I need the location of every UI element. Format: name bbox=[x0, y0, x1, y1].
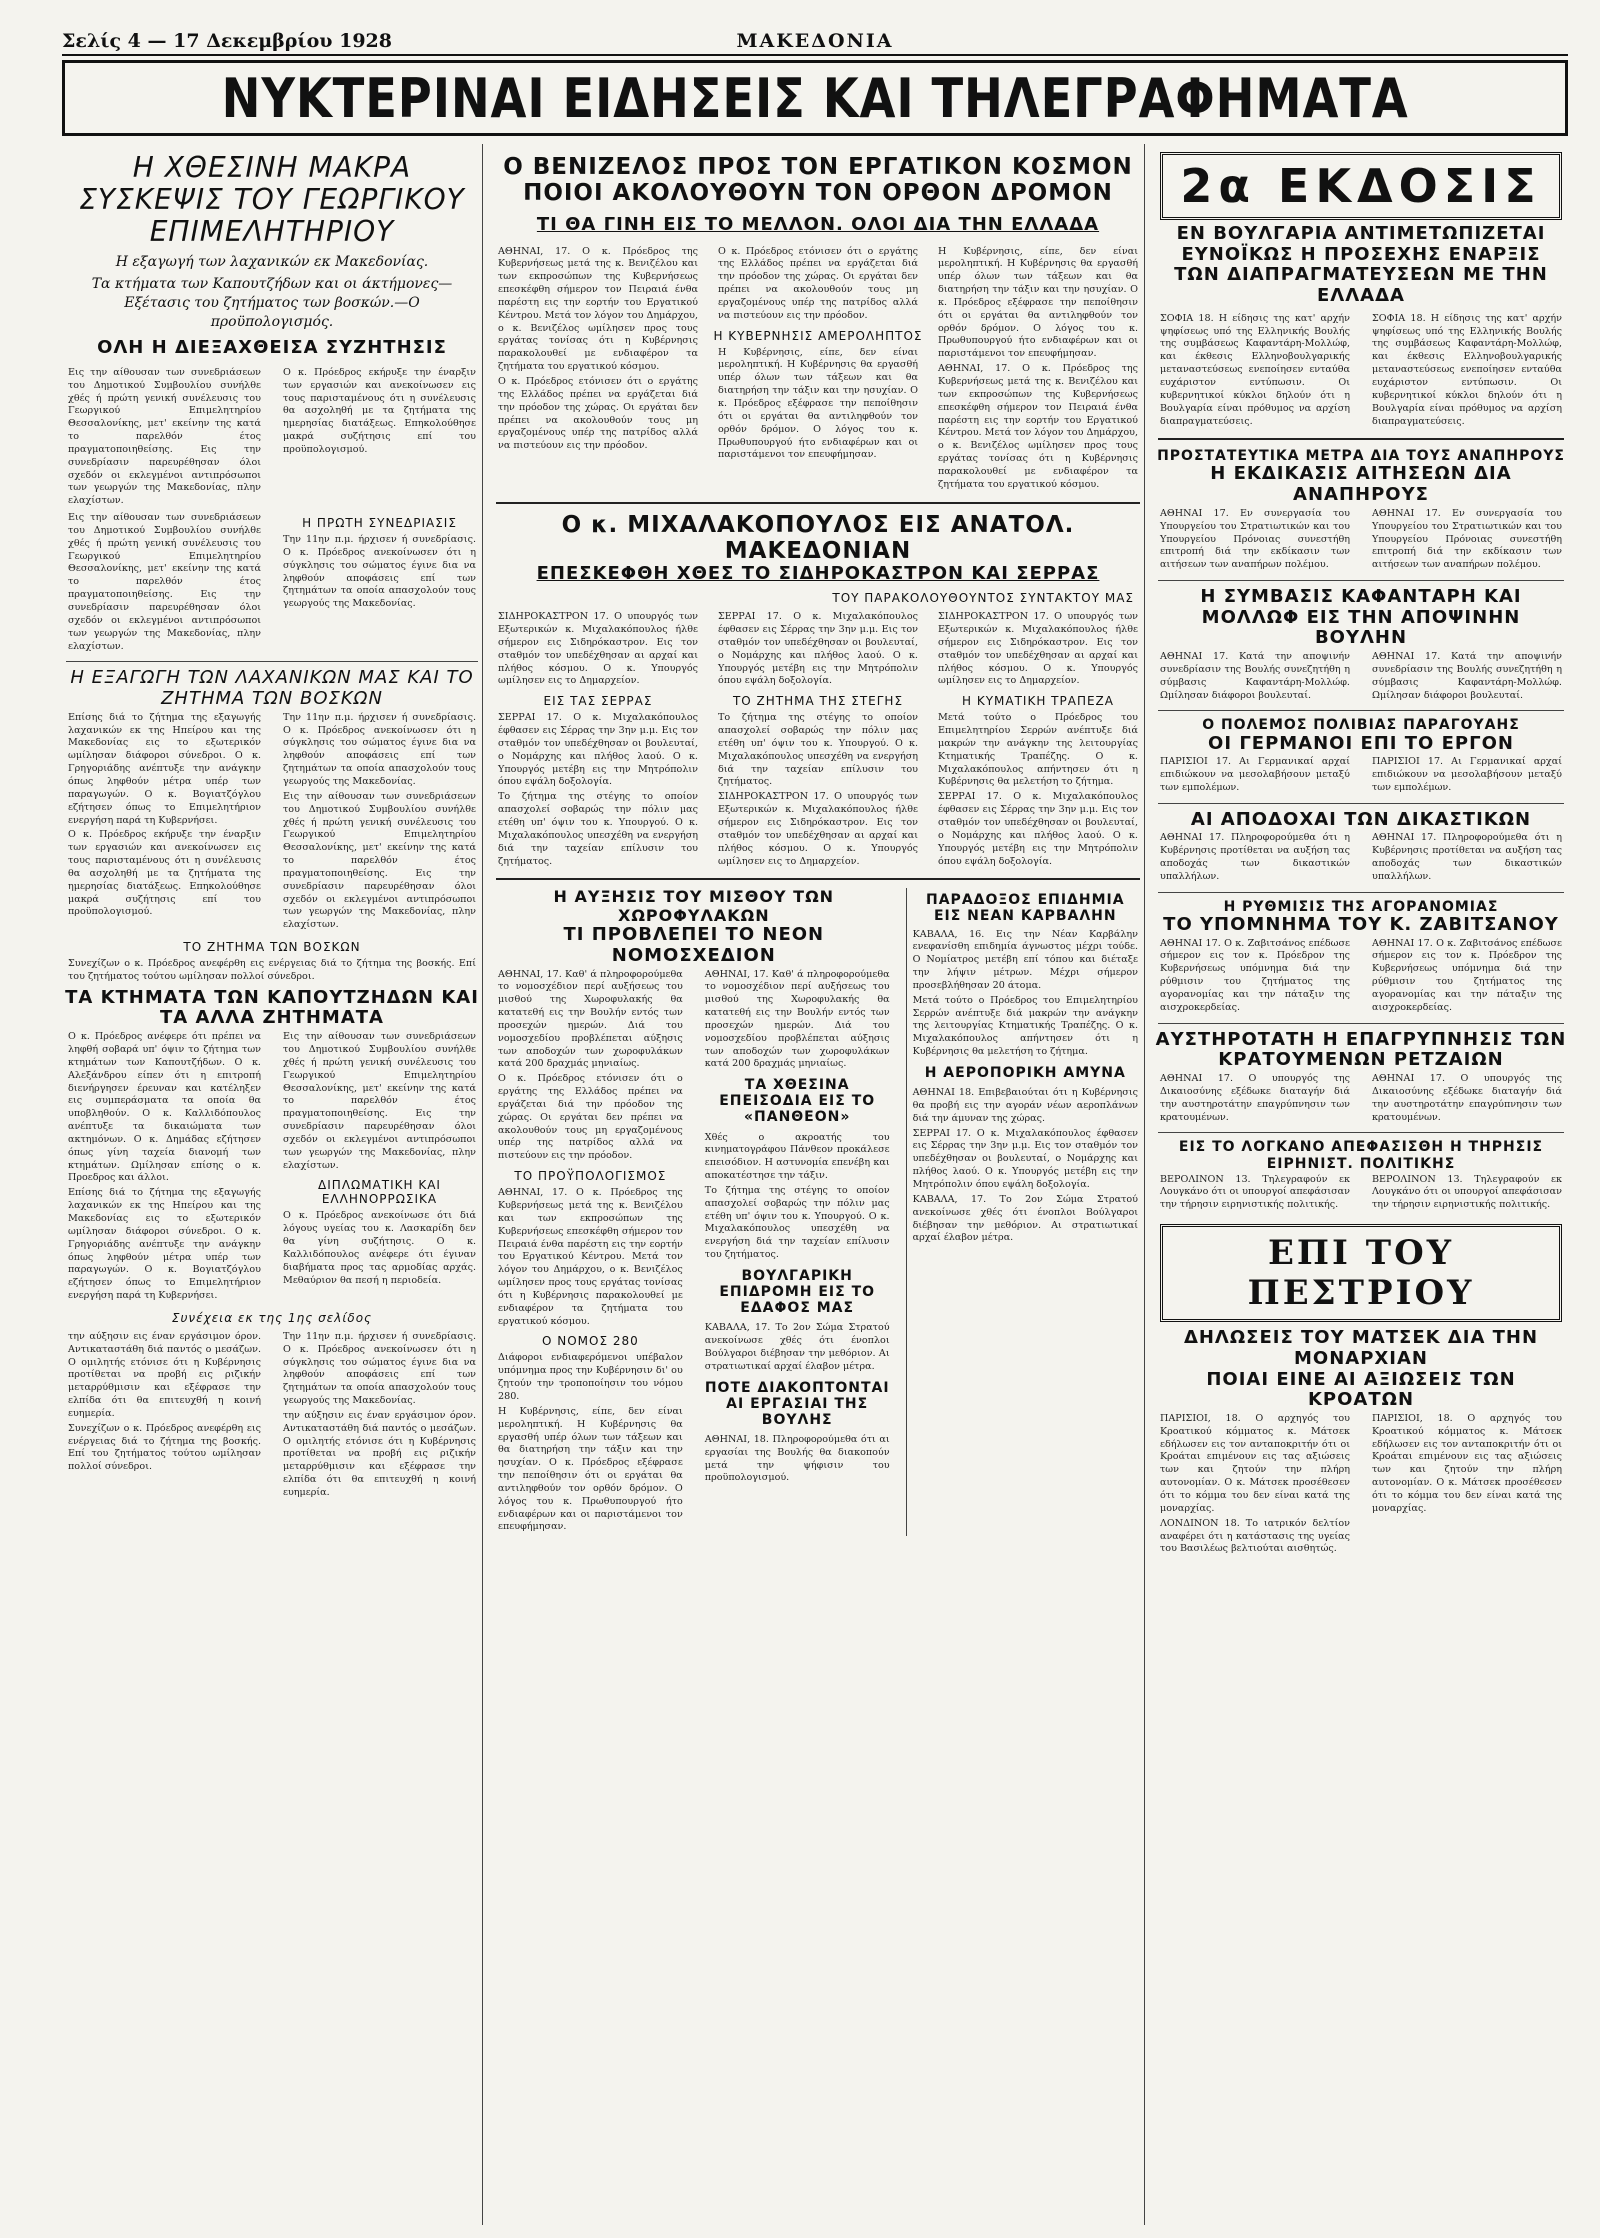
article-body: Την 11ην π.μ. ήρχισεν ή συνεδρίασις. Ο κ. Πρόεδρος ανεκοίνωσεν ότι η σύγκλησις του σώματος έγινε δια να ληφθούν αποφάσεις επί των ζητημάτων τα οποία απασχολούν τους γεωργούς της Μακεδονίας. bbox=[283, 534, 476, 610]
edition-label: 2α ΕΚΔΟΣΙΣ bbox=[1180, 159, 1542, 213]
article-body: ΑΘΗΝΑΙ 18. Επιβεβαιούται ότι η Κυβέρνησις θα προβή εις την αγοράν νέων αεροπλάνων διά την άμυναν της χώρας. bbox=[912, 1087, 1138, 1124]
article-body: ΑΘΗΝΑΙ 17. Κατά την αποψινήν συνεδρίασιν της Βουλής συνεζητήθη η σύμβασις Καφαντάρη-Μολλώφ. Ωμίλησαν διάφοροι βουλευταί. bbox=[1372, 651, 1562, 701]
subhead-housing: ΤΟ ΖΗΤΗΜΑ ΤΗΣ ΣΤΕΓΗΣ bbox=[732, 694, 904, 709]
article-body: Ο κ. Πρόεδρος ανεκοίνωσε ότι διά λόγους υγείας του κ. Λασκαρίδη δεν θα γίνη συζήτησις. Ο κ. Καλλιδόπουλος ανέφερε ότι έγιναν διαβήματα προς τας αρμοδίας αρχάς. Μεθαύριον θα πεσή η περιοδεία. bbox=[283, 1210, 476, 1286]
headline-bulgarian-raid: ΒΟΥΛΓΑΡΙΚΗ ΕΠΙΔΡΟΜΗ ΕΙΣ ΤΟ ΕΔΑΦΟΣ ΜΑΣ bbox=[719, 1267, 876, 1317]
article-body: ΒΕΡΟΛΙΝΟΝ 13. Τηλεγραφούν εκ Λουγκάνο ότι οι υπουργοί απεφάσισαν την τήρησιν ειρηνιστικής πολιτικής. bbox=[1372, 1173, 1562, 1211]
headline-bulgaria: ΕΝ ΒΟΥΛΓΑΡΙΑ ΑΝΤΙΜΕΤΩΠΙΖΕΤΑΙ ΕΥΝΟΪΚΩΣ Η ΠΡΟΣΕΧΗΣ ΕΝΑΡΞΙΣ ΤΩΝ ΔΙΑΠΡΑΓΜΑΤΕΥΣΕΩΝ ΜΕ ΤΗΝ ΕΛΛΑΔΑ bbox=[1174, 223, 1548, 307]
continued-note: Συνέχεια εκ της 1ης σελίδος bbox=[171, 1310, 373, 1325]
article-body: ΠΑΡΙΣΙΟΙ, 18. Ο αρχηγός του Κροατικού κόμματος κ. Μάτσεκ εδήλωσεν εις τον ανταποκριτήν ότι οι Κροάται επιμένουν εις τας αξιώσεις των και ζητούν την πλήρη αυτονομίαν. Ο κ. Μάτσεκ προσέθεσεν ότι το κόμμα του δεν είναι κατά της μοναρχίας. bbox=[1372, 1412, 1562, 1514]
masthead bbox=[62, 30, 1568, 56]
headline-matsek-2: ΠΟΙΑΙ ΕΙΝΕ ΑΙ ΑΞΙΩΣΕΙΣ ΤΩΝ ΚΡΟΑΤΩΝ bbox=[1206, 1368, 1516, 1411]
article-body: ΠΑΡΙΣΙΟΙ, 18. Ο αρχηγός του Κροατικού κόμματος κ. Μάτσεκ εδήλωσεν εις τον ανταποκριτήν ότι οι Κροάται επιμένουν εις τας αξιώσεις των και ζητούν την πλήρη αυτονομίαν. Ο κ. Μάτσεκ προσέθεσεν ότι το κόμμα του δεν είναι κατά της μοναρχίας. bbox=[1160, 1412, 1350, 1514]
headline-disabled-2: Η ΕΚΔΙΚΑΣΙΣ ΑΙΤΗΣΕΩΝ ΔΙΑ ΑΝΑΠΗΡΟΥΣ bbox=[1210, 463, 1512, 506]
article-body: ΣΕΡΡΑΙ 17. Ο κ. Μιχαλακόπουλος έφθασεν εις Σέρρας την 3ην μ.μ. Εις τον σταθμόν τον υπεδέχθησαν οι βουλευταί, ο Νομάρχης και πλήθος λαού. Ο κ. Υπουργός μετέβη εις την Μητρόπολιν όπου εψάλη δοξολογία. bbox=[498, 712, 698, 788]
article-body: Χθές ο ακροατής του κινηματογράφου Πάνθεον προκάλεσε επεισόδιον. Η αστυνομία επενέβη και αποκατέστησε την τάξιν. bbox=[704, 1131, 890, 1182]
article-body: Ο κ. Πρόεδρος εκήρυξε την έναρξιν των εργασιών και ανεκοίνωσεν εις τους παρισταμένους ότι η συνέλευσις θα ασχοληθή με τα ζητήματα της ημερησίας διατάξεως. Επηκολούθησε μακρά συζήτησις επί του προϋπολογισμού. bbox=[68, 829, 261, 918]
subhead-bank: Η ΚΥΜΑΤΙΚΗ ΤΡΑΠΕΖΑ bbox=[962, 694, 1114, 709]
article-body: ΑΘΗΝΑΙ, 17. Ο κ. Πρόεδρος της Κυβερνήσεως μετά της κ. Βενιζέλου και των εκπροσώπων της Κυβερνήσεως επεσκέφθη σήμερον τον Πειραιά ένθα παρέστη εις την εορτήν του Εργατικού Κέντρου. Μετά τον λόγον του Δημάρχου, ο κ. Βενιζέλος ωμίλησεν προς τους εργάτας τονίσας ότι η Κυβέρνησις παρακολουθεί με ενδιαφέρον τα ζητήματα του εργατικού κόσμου. bbox=[498, 1187, 683, 1327]
subhead-first-session: Η ΠΡΩΤΗ ΣΥΝΕΔΡΙΑΣΙΣ bbox=[302, 516, 457, 531]
deck-exports: Η εξαγωγή των λαχανικών εκ Μακεδονίας. bbox=[115, 253, 429, 270]
article-body: ΑΘΗΝΑΙ 17. Πληροφορούμεθα ότι η Κυβέρνησις προτίθεται να αυξήση τας αποδοχάς των δικαστικών υπαλλήλων. bbox=[1160, 832, 1350, 882]
article-body: ΠΑΡΙΣΙΟΙ 17. Αι Γερμανικαί αρχαί επιδιώκουν να μεσολαβήσουν μεταξύ των εμπολέμων. bbox=[1372, 756, 1562, 793]
headline-kapoutzides: ΤΑ ΚΤΗΜΑΤΑ ΤΩΝ ΚΑΠΟΥΤΖΗΔΩΝ ΚΑΙ ΤΑ ΑΛΛΑ ΖΗΤΗΜΑΤΑ bbox=[65, 986, 479, 1029]
article-body: ΑΘΗΝΑΙ 17. Εν συνεργασία του Υπουργείου του Στρατιωτικών και του Υπουργείου Πρόνοιας συνεστήθη επιτροπή διά την εκδίκασιν των αιτήσεων των αναπήρων πολέμου. bbox=[1160, 507, 1350, 571]
headline-air-defense: Η ΑΕΡΟΠΟΡΙΚΗ ΑΜΥΝΑ bbox=[924, 1064, 1126, 1081]
article-body: ΑΘΗΝΑΙ 17. Ο κ. Ζαβιτσάνος επέδωσε σήμερον εις τον κ. Πρόεδρον της Κυβερνήσεως υπόμνημα διά την ρύθμισιν του ζητήματος της αγορανομίας και την πάταξιν της αισχροκερδείας. bbox=[1160, 937, 1350, 1013]
subhead-budget: ΤΟ ΠΡΟΫΠΟΛΟΓΙΣΜΟΣ bbox=[514, 1169, 667, 1184]
article-body: ΣΕΡΡΑΙ 17. Ο κ. Μιχαλακόπουλος έφθασεν εις Σέρρας την 3ην μ.μ. Εις τον σταθμόν τον υπεδέχθησαν οι βουλευταί, ο Νομάρχης και πλήθος λαού. Ο κ. Υπουργός μετέβη εις την Μητρόπολιν όπου εψάλη δοξολογία. bbox=[938, 791, 1138, 867]
banner-title: ΝΥΚΤΕΡΙΝΑΙ ΕΙΔΗΣΕΙΣ ΚΑΙ ΤΗΛΕΓΡΑΦΗΜΑΤΑ bbox=[221, 66, 1409, 130]
article-body: Συνεχίζων ο κ. Πρόεδρος ανεφέρθη εις ενέργειας διά το ζήτημα της βοσκής. Επί του ζητήματος τούτου ωμίλησαν πολλοί σύνεδροι. bbox=[68, 1422, 261, 1473]
article-body: Ο κ. Πρόεδρος ανέφερε ότι πρέπει να ληφθή σοβαρά υπ' όψιν το ζήτημα των κτημάτων των Καπουτζήδων. Ο κ. Αλεξάνδρου είπεν ότι η επιτροπή διενήργησεν έρευναν και κατέληξεν εις συμπεράσματα τα οποία θα υποβληθούν. Ο κ. Καλλιδόπουλος ανέπτυξε τα δικαιώματα των ακτημόνων. Ο κ. Δημάδας εζήτησεν όπως γίνη ταχεία διανομή των κτημάτων. Ωμίλησαν επίσης ο κ. Προεδρος και άλλοι. bbox=[68, 1031, 261, 1184]
columns bbox=[62, 144, 1568, 2225]
headline-assembly: Η ΧΘΕΣΙΝΗ ΜΑΚΡΑ ΣΥΣΚΕΨΙΣ ΤΟΥ ΓΕΩΡΓΙΚΟΥ ΕΠΙΜΕΛΗΤΗΡΙΟΥ bbox=[79, 151, 465, 249]
article-body: ΑΘΗΝΑΙ 17. Πληροφορούμεθα ότι η Κυβέρνησις προτίθεται να αυξήση τας αποδοχάς των δικαστικών υπαλλήλων. bbox=[1372, 832, 1562, 882]
newspaper-page bbox=[62, 30, 1568, 2225]
article-body: ΚΑΒΑΛΑ, 17. Το 2ον Σώμα Στρατού ανεκοίνωσε χθές ότι ένοπλοι Βούλγαροι διέβησαν την μεθόριον. Αι στρατιωτικαί αρχαί έλαβον μέτρα. bbox=[912, 1193, 1138, 1244]
deck-properties: Τα κτήματα των Καπουτζήδων και οι άκτήμονες—Εξέτασις του ζητήματος των βοσκών.—Ο προϋπολογισμός. bbox=[91, 276, 453, 331]
edition-box bbox=[1160, 152, 1562, 220]
article-body: ΑΘΗΝΑΙ, 18. Πληροφορούμεθα ότι αι εργασίαι της Βουλής θα διακοπούν μετά την ψήφισιν του προϋπολογισμού. bbox=[704, 1433, 890, 1484]
article-body: ΠΑΡΙΣΙΟΙ 17. Αι Γερμανικαί αρχαί επιδιώκουν να μεσολαβήσουν μεταξύ των εμπολέμων. bbox=[1160, 756, 1350, 793]
headline-michalakopoulos-2: ΕΠΕΣΚΕΦΘΗ ΧΘΕΣ ΤΟ ΣΙΔΗΡΟΚΑΣΤΡΟΝ ΚΑΙ ΣΕΡΡΑΣ bbox=[536, 563, 1100, 585]
headline-gendarmerie-2: ΤΙ ΠΡΟΒΛΕΠΕΙ ΤΟ ΝΕΟΝ ΝΟΜΟΣΧΕΔΙΟΝ bbox=[563, 924, 825, 966]
article-body: Το ζήτημα της στέγης το οποίον απασχολεί σοβαρώς την πόλιν μας ετέθη υπ' όψιν του κ. Υπουργού. Ο κ. Μιχαλακόπουλος υπεσχέθη να ενεργήση διά την ταχείαν επίλυσιν του ζητήματος. bbox=[718, 712, 918, 788]
column-center bbox=[492, 144, 1145, 2225]
article-body: Μετά τούτο ο Πρόεδρος του Επιμελητηρίου Σερρών ανέπτυξε διά μακρών την ανάγκην της λειτουργίας Κτηματικής Τραπέζης. Ο κ. Μιχαλακόπουλος απήντησεν ότι η Κυβέρνησις θα μελετήση το ζήτημα. bbox=[938, 712, 1138, 788]
article-body: ΛΟΝΔΙΝΟΝ 18. Το ιατρικόν δελτίον αναφέρει ότι η κατάστασις της υγείας του Βασιλέως βελτιούται αισθητώς. bbox=[1160, 1517, 1350, 1555]
headline-judges: ΑΙ ΑΠΟΔΟΧΑΙ ΤΩΝ ΔΙΚΑΣΤΙΚΩΝ bbox=[1190, 808, 1532, 830]
article-body: Διάφοροι ενδιαφερόμενοι υπέβαλον υπόμνημα προς την Κυβέρνησιν δι' ου ζητούν την τροποποίησιν του νόμου 280. bbox=[498, 1352, 683, 1402]
section-pest-title: ΕΠΙ ΤΟΥ ΠΕΣΤΡΙΟΥ bbox=[1247, 1233, 1475, 1314]
subhead-discussion: ΟΛΗ Η ΔΙΕΞΑΧΘΕΙΣΑ ΣΥΖΗΤΗΣΙΣ bbox=[97, 337, 447, 359]
article-body: Η Κυβέρνησις, είπε, δεν είναι μεροληπτική. Η Κυβέρνησις θα εργασθή υπέρ όλων των τάξεων και θα διατηρήση την τάξιν και την ησυχίαν. Ο κ. Πρόεδρος εξέφρασε την πεποίθησιν ότι οι εργάται θα αντιληφθούν τον ορθόν δρόμον. Ο λόγος του κ. Πρωθυπουργού ήτο ενδιαφέρων και οι παριστάμενοι τον επευφήμησαν. bbox=[498, 1405, 683, 1533]
article-body: Μετά τούτο ο Πρόεδρος του Επιμελητηρίου Σερρών ανέπτυξε διά μακρών την ανάγκην της λειτουργίας Κτηματικής Τραπέζης. Ο κ. Μιχαλακόπουλος απήντησεν ότι η Κυβέρνησις θα μελετήση το ζήτημα. bbox=[912, 994, 1138, 1058]
headline-venizelos-2: ΠΟΙΟΙ ΑΚΟΛΟΥΘΟΥΝ ΤΟΝ ΟΡΘΟΝ ΔΡΟΜΟΝ bbox=[523, 180, 1113, 207]
article-body: ΣΙΔΗΡΟΚΑΣΤΡΟΝ 17. Ο υπουργός των Εξωτερικών κ. Μιχαλακόπουλος ήλθε σήμερον εις Σιδηρόκαστρον. Εις τον σταθμόν τον υπεδέχθησαν αι αρχαί και πλήθος κόσμου. Ο κ. Υπουργός ωμίλησεν εις το Δημαρχείον. bbox=[938, 611, 1138, 687]
headline-prisoners: ΑΥΣΤΗΡΟΤΑΤΗ Η ΕΠΑΓΡΥΠΝΗΣΙΣ ΤΩΝ ΚΡΑΤΟΥΜΕΝΩΝ ΡΕΤΖΑΙΩΝ bbox=[1155, 1028, 1567, 1071]
article-body: ΣΟΦΙΑ 18. Η είδησις της κατ' αρχήν ψηφίσεως υπό της Ελληνικής Βουλής της συμβάσεως Καφαντάρη-Μολλώφ, και έκθεσις Ελληνοβουλγαρικής μεταναστεύσεως ενεποίησεν ενταύθα ευχάριστον εντύπωσιν. Οι κυβερνητικοί κύκλοι δηλούν ότι η Βουλγαρία είναι πρόθυμος να αρχίση διαπραγματεύσεις. bbox=[1372, 312, 1562, 427]
headline-michalakopoulos: Ο κ. ΜΙΧΑΛΑΚΟΠΟΥΛΟΣ ΕΙΣ ΑΝΑΤΟΛ. ΜΑΚΕΔΟΝΙΑΝ bbox=[561, 511, 1075, 565]
article-body: ΑΘΗΝΑΙ 17. Ο υπουργός της Δικαιοσύνης εξέδωκε διαταγήν διά την αυστηροτάτην επαγρύπνησιν των κρατουμένων. bbox=[1372, 1073, 1562, 1123]
article-body: ΑΘΗΝΑΙ 17. Ο κ. Ζαβιτσάνος επέδωσε σήμερον εις τον κ. Πρόεδρον της Κυβερνήσεως υπόμνημα διά την ρύθμισιν του ζητήματος της αγορανομίας και την πάταξιν της αισχροκερδείας. bbox=[1372, 937, 1562, 1013]
article-body: Ο κ. Πρόεδρος ετόνισεν ότι ο εργάτης της Ελλάδος πρέπει να εργάζεται διά την πρόοδον της χώρας. Οι εργάται δεν πρέπει να ακολουθούν τους μη εργαζομένους υπέρ της πατρίδος αλλά να πιστεύουν εις την πρόοδον. bbox=[498, 376, 698, 452]
article-body: Το ζήτημα της στέγης το οποίον απασχολεί σοβαρώς την πόλιν μας ετέθη υπ' όψιν του κ. Υπουργού. Ο κ. Μιχαλακόπουλος υπεσχέθη να ενεργήση διά την ταχείαν επίλυσιν του ζητήματος. bbox=[704, 1184, 890, 1261]
subhead-diplomatic: ΔΙΠΛΩΜΑΤΙΚΗ ΚΑΙ ΕΛΛΗΝΟΡΡΩΣΙΚΑ bbox=[318, 1178, 441, 1207]
subhead-impartial: Η ΚΥΒΕΡΝΗΣΙΣ ΑΜΕΡΟΛΗΠΤΟΣ bbox=[713, 328, 923, 343]
article-body: την αύξησιν εις έναν εργάσιμον όρον. Αντικαταστάθη διά παντός ο μεσάζων. Ο ομιλητής ετόνισε ότι η Κυβέρνησις προτίθεται να προβή εις ριζικήν μεταρρύθμισιν και εξέφρασε την ελπίδα ότι θα επιτευχθή η κοινή ευημερία. bbox=[68, 1330, 261, 1419]
article-body: ΑΘΗΝΑΙ 17. Ο υπουργός της Δικαιοσύνης εξέδωκε διαταγήν διά την αυστηροτάτην επαγρύπνησιν των κρατουμένων. bbox=[1160, 1073, 1350, 1123]
article-body: ΑΘΗΝΑΙ, 17. Ο κ. Πρόεδρος της Κυβερνήσεως μετά της κ. Βενιζέλου και των εκπροσώπων της Κυβερνήσεως επεσκέφθη σήμερον τον Πειραιά ένθα παρέστη εις την εορτήν του Εργατικού Κέντρου. Μετά τον λόγον του Δημάρχου, ο κ. Βενιζέλος ωμίλησεν προς τους εργάτας τονίσας ότι η Κυβέρνησις παρακολουθεί με ενδιαφέρον τα ζητήματα του εργατικού κόσμου. bbox=[938, 363, 1138, 490]
column-left bbox=[62, 144, 483, 2225]
article-body: ΣΙΔΗΡΟΚΑΣΤΡΟΝ 17. Ο υπουργός των Εξωτερικών κ. Μιχαλακόπουλος ήλθε σήμερον εις Σιδηρόκαστρον. Εις τον σταθμόν τον υπεδέχθησαν αι αρχαί και πλήθος κόσμου. Ο κ. Υπουργός ωμίλησεν εις το Δημαρχείον. bbox=[718, 791, 918, 867]
article-body: Συνεχίζων ο κ. Πρόεδρος ανεφέρθη εις ενέργειας διά το ζήτημα της βοσκής. Επί του ζητήματος τούτου ωμίλησαν πολλοί σύνεδροι. bbox=[68, 958, 476, 982]
article-body: την αύξησιν εις έναν εργάσιμον όρον. Αντικαταστάθη διά παντός ο μεσάζων. Ο ομιλητής ετόνισε ότι η Κυβέρνησις προτίθεται να προβή εις ριζικήν μεταρρύθμισιν και εξέφρασε την ελπίδα ότι θα επιτευχθή η κοινή ευημερία. bbox=[283, 1409, 476, 1498]
column-right bbox=[1154, 144, 1568, 2225]
article-body: Την 11ην π.μ. ήρχισεν ή συνεδρίασις. Ο κ. Πρόεδρος ανεκοίνωσεν ότι η σύγκλησις του σώματος έγινε δια να ληφθούν αποφάσεις επί των ζητημάτων τα οποία απασχολούν τους γεωργούς της Μακεδονίας. bbox=[283, 1330, 476, 1407]
article-body: Εις την αίθουσαν των συνεδριάσεων του Δημοτικού Συμβουλίου συνήλθε χθές ή πρώτη γενική συνέλευσις του Γεωργικού Επιμελητηρίου Θεσσαλονίκης, μετ' εκείνην της κατά το παρελθόν έτος πραγματοποιηθείσης. Εις την συνεδρίασιν παρευρέθησαν όλοι σχεδόν οι εκλεγμένοι αντιπρόσωποι των γεωργών της Μακεδονίας, πλην ελαχίστων. bbox=[283, 1031, 476, 1171]
article-body: ΣΕΡΡΑΙ 17. Ο κ. Μιχαλακόπουλος έφθασεν εις Σέρρας την 3ην μ.μ. Εις τον σταθμόν τον υπεδέχθησαν οι βουλευταί, ο Νομάρχης και πλήθος λαού. Ο κ. Υπουργός μετέβη εις την Μητρόπολιν όπου εψάλη δοξολογία. bbox=[912, 1127, 1138, 1190]
headline-pantheon: ΤΑ ΧΘΕΣΙΝΑ ΕΠΕΙΣΟΔΙΑ ΕΙΣ ΤΟ «ΠΑΝΘΕΟΝ» bbox=[719, 1077, 876, 1126]
section-banner bbox=[62, 60, 1568, 136]
page-date: Σελίς 4 — 17 Δεκεμβρίου 1928 bbox=[62, 30, 392, 52]
article-body: ΑΘΗΝΑΙ, 17. Ο κ. Πρόεδρος της Κυβερνήσεως μετά της κ. Βενιζέλου και των εκπροσώπων της Κυβερνήσεως επεσκέφθη σήμερον τον Πειραιά ένθα παρέστη εις την εορτήν του Εργατικού Κέντρου. Μετά τον λόγον του Δημάρχου, ο κ. Βενιζέλος ωμίλησεν προς τους εργάτας τονίσας ότι η Κυβέρνησις παρακολουθεί με ενδιαφέρον τα ζητήματα του εργατικού κόσμου. bbox=[498, 245, 698, 373]
article-body: ΑΘΗΝΑΙ 17. Κατά την αποψινήν συνεδρίασιν της Βουλής συνεζητήθη η σύμβασις Καφαντάρη-Μολλώφ. Ωμίλησαν διάφοροι βουλευταί. bbox=[1160, 651, 1350, 701]
headline-war-2: ΟΙ ΓΕΡΜΑΝΟΙ ΕΠΙ ΤΟ ΕΡΓΟΝ bbox=[1208, 732, 1514, 754]
article-body: Ο κ. Πρόεδρος εκήρυξε την έναρξιν των εργασιών και ανεκοίνωσεν εις τους παρισταμένους ότι η συνέλευσις θα ασχοληθή με τα ζητήματα της ημερησίας διατάξεως. Επηκολούθησε μακρά συζήτησις επί του προϋπολογισμού. bbox=[283, 366, 476, 455]
headline-war: Ο ΠΟΛΕΜΟΣ ΠΟΛΙΒΙΑΣ ΠΑΡΑΓΟΥΑΗΣ bbox=[1202, 717, 1520, 734]
article-body: ΒΕΡΟΛΙΝΟΝ 13. Τηλεγραφούν εκ Λουγκάνο ότι οι υπουργοί απεφάσισαν την τήρησιν ειρηνιστικής πολιτικής. bbox=[1160, 1173, 1350, 1211]
article-body: ΚΑΒΑΛΑ, 17. Το 2ον Σώμα Στρατού ανεκοίνωσε χθές ότι ένοπλοι Βούλγαροι διέβησαν την μεθόριον. Αι στρατιωτικαί αρχαί έλαβον μέτρα. bbox=[704, 1322, 890, 1372]
article-body: Το ζήτημα της στέγης το οποίον απασχολεί σοβαρώς την πόλιν μας ετέθη υπ' όψιν του κ. Υπουργού. Ο κ. Μιχαλακόπουλος υπεσχέθη να ενεργήση διά την ταχείαν επίλυσιν του ζητήματος. bbox=[498, 791, 698, 867]
headline-parliament: ΠΟΤΕ ΔΙΑΚΟΠΤΟΝΤΑΙ ΑΙ ΕΡΓΑΣΙΑΙ ΤΗΣ ΒΟΥΛΗΣ bbox=[704, 1379, 890, 1428]
headline-matsek: ΔΗΛΩΣΕΙΣ ΤΟΥ ΜΑΤΣΕΚ ΔΙΑ ΤΗΝ ΜΟΝΑΡΧΙΑΝ bbox=[1183, 1327, 1539, 1369]
article-body: ΚΑΒΑΛΑ, 16. Εις την Νέαν Καρβάλην ενεφανίσθη επιδημία άγνωστος μέχρι τούδε. Ο Νομίατρος μετέβη επί τόπου και διέταξε την λήψιν μέτρων. Μέχρι σήμερον προσεβλήθησαν 20 άτομα. bbox=[912, 928, 1138, 991]
article-body: Η Κυβέρνησις, είπε, δεν είναι μεροληπτική. Η Κυβέρνησις θα εργασθή υπέρ όλων των τάξεων και θα διατηρήση την τάξιν και την ησυχίαν. Ο κ. Πρόεδρος εξέφρασε την πεποίθησιν ότι οι εργάται θα αντιληφθούν τον ορθόν δρόμον. Ο λόγος του κ. Πρωθυπουργού ήτο ενδιαφέρων και οι παριστάμενοι τον επευφήμησαν. bbox=[938, 245, 1138, 360]
headline-market: Η ΡΥΘΜΙΣΙΣ ΤΗΣ ΑΓΟΡΑΝΟΜΙΑΣ bbox=[1223, 898, 1499, 915]
article-body: Ο κ. Πρόεδρος ετόνισεν ότι ο εργάτης της Ελλάδος πρέπει να εργάζεται διά την πρόοδον της χώρας. Οι εργάται δεν πρέπει να ακολουθούν τους μη εργαζομένους υπέρ της πατρίδος αλλά να πιστεύουν εις την πρόοδον. bbox=[718, 245, 918, 321]
headline-market-2: ΤΟ ΥΠΟΜΝΗΜΑ ΤΟΥ Κ. ΖΑΒΙΤΣΑΝΟΥ bbox=[1163, 913, 1559, 935]
article-body: ΑΘΗΝΑΙ, 17. Καθ' ά πληροφορούμεθα το νομοσχέδιον περί αυξήσεως του μισθού της Χωροφυλακής θα κατατεθή εις την Βουλήν εντός των προσεχών ημερών. Διά του νομοσχεδίου προβλέπεται αύξησις των αποδοχών των χωροφυλάκων κατά 200 δραχμάς μηνιαίως. bbox=[704, 968, 890, 1070]
subhead-law-280: Ο ΝΟΜΟΣ 280 bbox=[542, 1334, 639, 1349]
headline-exports: Η ΕΞΑΓΩΓΗ ΤΩΝ ΛΑΧΑΝΙΚΩΝ ΜΑΣ ΚΑΙ ΤΟ ΖΗΤΗΜΑ ΤΩΝ ΒΟΣΚΩΝ bbox=[70, 667, 474, 710]
article-body: ΣΟΦΙΑ 18. Η είδησις της κατ' αρχήν ψηφίσεως υπό της Ελληνικής Βουλής της συμβάσεως Καφαντάρη-Μολλώφ, και έκθεσις Ελληνοβουλγαρικής μεταναστεύσεως ενεποίησεν ενταύθα ευχάριστον εντύπωσιν. Οι κυβερνητικοί κύκλοι δηλούν ότι η Βουλγαρία είναι πρόθυμος να αρχίση διαπραγματεύσεις. bbox=[1160, 312, 1350, 427]
headline-venizelos: Ο ΒΕΝΙΖΕΛΟΣ ΠΡΟΣ ΤΟΝ ΕΡΓΑΤΙΚΟΝ ΚΟΣΜΟΝ bbox=[503, 154, 1133, 180]
section-pest-box bbox=[1160, 1224, 1562, 1322]
paper-name: ΜΑΚΕΔΟΝΙΑ bbox=[736, 30, 894, 52]
article-body: ΑΘΗΝΑΙ 17. Εν συνεργασία του Υπουργείου του Στρατιωτικών και του Υπουργείου Πρόνοιας συνεστήθη επιτροπή διά την εκδίκασιν των αιτήσεων των αναπήρων πολέμου. bbox=[1372, 507, 1562, 571]
article-body: ΣΙΔΗΡΟΚΑΣΤΡΟΝ 17. Ο υπουργός των Εξωτερικών κ. Μιχαλακόπουλος ήλθε σήμερον εις Σιδηρόκαστρον. Εις τον σταθμόν τον υπεδέχθησαν αι αρχαί και πλήθος κόσμου. Ο κ. Υπουργός ωμίλησεν εις το Δημαρχείον. bbox=[498, 611, 698, 687]
article-body: Εις την αίθουσαν των συνεδριάσεων του Δημοτικού Συμβουλίου συνήλθε χθές ή πρώτη γενική συνέλευσις του Γεωργικού Επιμελητηρίου Θεσσαλονίκης, μετ' εκείνην της κατά το παρελθόν έτος πραγματοποιηθείσης. Εις την συνεδρίασιν παρευρέθησαν όλοι σχεδόν οι εκλεγμένοι αντιπρόσωποι των γεωργών της Μακεδονίας, πλην ελαχίστων. bbox=[68, 366, 261, 507]
headline-gendarmerie: Η ΑΥΞΗΣΙΣ ΤΟΥ ΜΙΣΘΟΥ ΤΩΝ ΧΩΡΟΦΥΛΑΚΩΝ bbox=[553, 887, 835, 925]
headline-convention: Η ΣΥΜΒΑΣΙΣ ΚΑΦΑΝΤΑΡΗ ΚΑΙ ΜΟΛΛΩΦ ΕΙΣ ΤΗΝ ΑΠΟΨΙΝΗΝ ΒΟΥΛΗΝ bbox=[1200, 586, 1522, 649]
headline-venizelos-3: ΤΙ ΘΑ ΓΙΝΗ ΕΙΣ ΤΟ ΜΕΛΛΟΝ. ΟΛΟΙ ΔΙΑ ΤΗΝ ΕΛΛΑΔΑ bbox=[536, 213, 1100, 235]
article-body: Εις την αίθουσαν των συνεδριάσεων του Δημοτικού Συμβουλίου συνήλθε χθές ή πρώτη γενική συνέλευσις του Γεωργικού Επιμελητηρίου Θεσσαλονίκης, μετ' εκείνην της κατά το παρελθόν έτος πραγματοποιηθείσης. Εις την συνεδρίασιν παρευρέθησαν όλοι σχεδόν οι εκλεγμένοι αντιπρόσωποι των γεωργών της Μακεδονίας, πλην ελαχίστων. bbox=[283, 790, 476, 931]
subhead-grazing: ΤΟ ΖΗΤΗΜΑ ΤΩΝ ΒΟΣΚΩΝ bbox=[183, 940, 361, 955]
article-body: ΑΘΗΝΑΙ, 17. Καθ' ά πληροφορούμεθα το νομοσχέδιον περί αυξήσεως του μισθού της Χωροφυλακής θα κατατεθή εις την Βουλήν εντός των προσεχών ημερών. Διά του νομοσχεδίου προβλέπεται αύξησις των αποδοχών των χωροφυλάκων κατά 200 δραχμάς μηνιαίως. bbox=[498, 968, 683, 1070]
article-body: Επίσης διά το ζήτημα της εξαγωγής λαχανικών εκ της Ηπείρου και της Μακεδονίας εις το εξωτερικόν ωμίλησαν διάφοροι σύνεδροι. Ο κ. Γρηγοριάδης ανέπτυξε την ανάγκην όπως ληφθούν μέτρα υπέρ των παραγωγών. Ο κ. Βογιατζόγλου εζήτησεν όπως το Επιμελητήριον ενεργήση παρά τη Κυβερνήσει. bbox=[68, 711, 261, 826]
headline-epidemic: ΠΑΡΑΔΟΞΟΣ ΕΠΙΔΗΜΙΑ ΕΙΣ ΝΕΑΝ ΚΑΡΒΑΛΗΝ bbox=[926, 892, 1125, 925]
byline: ΤΟΥ ΠΑΡΑΚΟΛΟΥΘΟΥΝΤΟΣ ΣΥΝΤΑΚΤΟΥ ΜΑΣ bbox=[832, 591, 1134, 606]
article-body: Εις την αίθουσαν των συνεδριάσεων του Δημοτικού Συμβουλίου συνήλθε χθές ή πρώτη γενική συνέλευσις του Γεωργικού Επιμελητηρίου Θεσσαλονίκης, μετ' εκείνην της κατά το παρελθόν έτος πραγματοποιηθείσης. Εις την συνεδρίασιν παρευρέθησαν όλοι σχεδόν οι εκλεγμένοι αντιπρόσωποι των γεωργών της Μακεδονίας, πλην ελαχίστων. bbox=[68, 512, 261, 652]
headline-disabled: ΠΡΟΣΤΑΤΕΥΤΙΚΑ ΜΕΤΡΑ ΔΙΑ ΤΟΥΣ ΑΝΑΠΗΡΟΥΣ bbox=[1157, 448, 1565, 465]
article-body: Την 11ην π.μ. ήρχισεν ή συνεδρίασις. Ο κ. Πρόεδρος ανεκοίνωσεν ότι η σύγκλησις του σώματος έγινε δια να ληφθούν αποφάσεις επί των ζητημάτων τα οποία απασχολούν τους γεωργούς της Μακεδονίας. bbox=[283, 711, 476, 787]
article-body: Η Κυβέρνησις, είπε, δεν είναι μεροληπτική. Η Κυβέρνησις θα εργασθή υπέρ όλων των τάξεων και θα διατηρήση την τάξιν και την ησυχίαν. Ο κ. Πρόεδρος εξέφρασε την πεποίθησιν ότι οι εργάται θα αντιληφθούν τον ορθόν δρόμον. Ο λόγος του κ. Πρωθυπουργού ήτο ενδιαφέρων και οι παριστάμενοι τον επευφήμησαν. bbox=[718, 346, 918, 461]
article-body: ΣΕΡΡΑΙ 17. Ο κ. Μιχαλακόπουλος έφθασεν εις Σέρρας την 3ην μ.μ. Εις τον σταθμόν τον υπεδέχθησαν οι βουλευταί, ο Νομάρχης και πλήθος λαού. Ο κ. Υπουργός μετέβη εις την Μητρόπολιν όπου εψάλη δοξολογία. bbox=[718, 611, 918, 687]
article-body: Επίσης διά το ζήτημα της εξαγωγής λαχανικών εκ της Ηπείρου και της Μακεδονίας εις το εξωτερικόν ωμίλησαν διάφοροι σύνεδροι. Ο κ. Γρηγοριάδης ανέπτυξε την ανάγκην όπως ληφθούν μέτρα υπέρ των παραγωγών. Ο κ. Βογιατζόγλου εζήτησεν όπως το Επιμελητήριον ενεργήση παρά τη Κυβερνήσει. bbox=[68, 1187, 261, 1302]
article-body: Ο κ. Πρόεδρος ετόνισεν ότι ο εργάτης της Ελλάδος πρέπει να εργάζεται διά την πρόοδον της χώρας. Οι εργάται δεν πρέπει να ακολουθούν τους μη εργαζομένους υπέρ της πατρίδος αλλά να πιστεύουν εις την πρόοδον. bbox=[498, 1073, 683, 1162]
subhead-serres: ΕΙΣ ΤΑΣ ΣΕΡΡΑΣ bbox=[543, 694, 653, 709]
headline-locarno: ΕΙΣ ΤΟ ΛΟΓΚΑΝΟ ΑΠΕΦΑΣΙΣΘΗ Η ΤΗΡΗΣΙΣ ΕΙΡΗΝΙΣΤ. ΠΟΛΙΤΙΚΗΣ bbox=[1178, 1139, 1544, 1172]
